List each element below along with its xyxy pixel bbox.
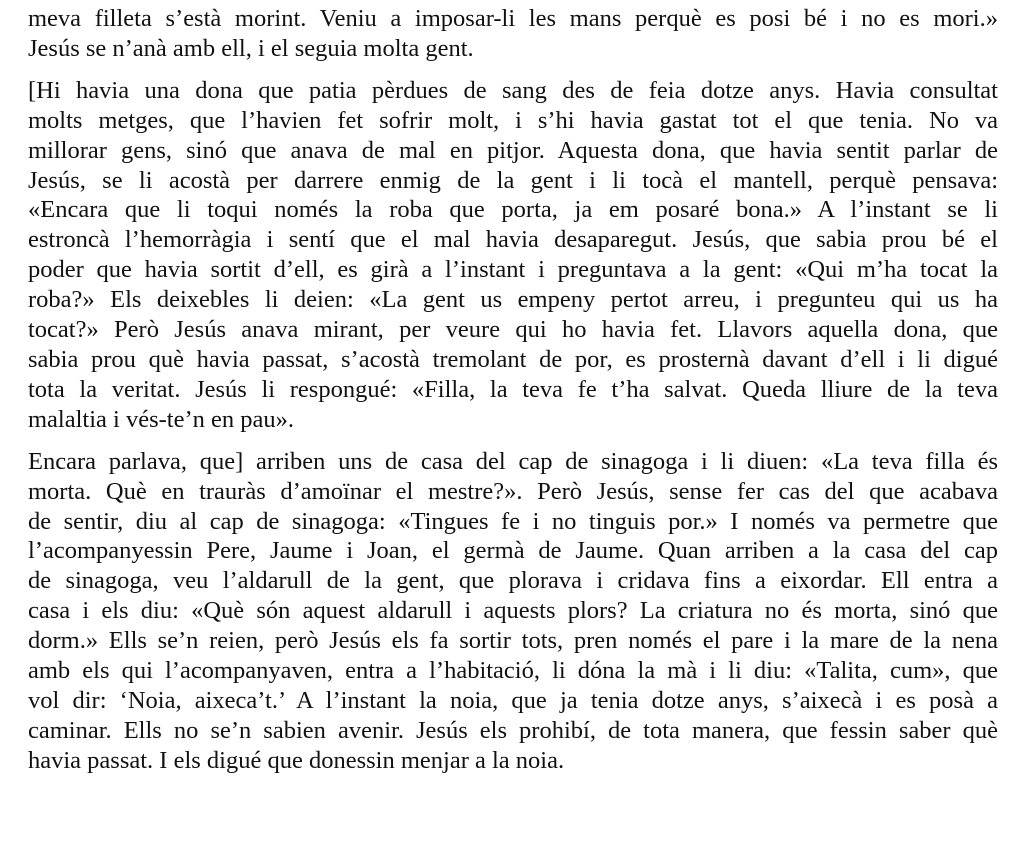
- text-line: casa i els diu: «Què són aquest aldarull i aquests plors? La criatura no és morta, sinó que: [28, 597, 998, 625]
- text-line: roba?» Els deixebles li deien: «La gent us empeny pertot arreu, i pregunteu qui us ha: [28, 286, 998, 314]
- text-line: sabia prou què havia passat, s’acostà tremolant de por, es prosternà davant d’ell i li digué: [28, 345, 998, 373]
- text-line: morta. Què en trauràs d’amoïnar el mestre?». Però Jesús, sense fer cas del que acabava: [28, 477, 998, 505]
- paragraph-1: [28, 4, 998, 64]
- text-line: havia passat. I els digué que donessin menjar a la noia.: [28, 746, 565, 774]
- text-line: millorar gens, sinó que anava de mal en pitjor. Aquesta dona, que havia sentit parlar de: [28, 136, 998, 164]
- text-line: l’acompanyessin Pere, Jaume i Joan, el germà de Jaume. Quan arriben a la casa del cap: [28, 537, 998, 565]
- text-line: estroncà l’hemorràgia i sentí que el mal havia desaparegut. Jesús, que sabia prou bé el: [28, 226, 998, 254]
- text-line: tota la veritat. Jesús li respongué: «Filla, la teva fe t’ha salvat. Queda lliure de la teva: [28, 375, 998, 403]
- text-line: malaltia i vés-te’n en pau».: [28, 405, 294, 433]
- text-line: Encara parlava, que] arriben uns de casa del cap de sinagoga i li diuen: «La teva filla és: [28, 447, 998, 475]
- text-line: poder que havia sortit d’ell, es girà a l’instant i preguntava a la gent: «Qui m’ha tocat la: [28, 256, 998, 284]
- text-line: meva filleta s’està morint. Veniu a imposar-li les mans perquè es posi bé i no es mori.»: [28, 5, 998, 32]
- text-line: tocat?» Però Jesús anava mirant, per veure qui ho havia fet. Llavors aquella dona, que: [28, 316, 998, 344]
- text-line: caminar. Ells no se’n sabien avenir. Jesús els prohibí, de tota manera, que fessin saber què: [28, 716, 998, 744]
- text-line: Jesús se n’anà amb ell, i el seguia molta gent.: [28, 34, 474, 62]
- text-line: de sentir, diu al cap de sinagoga: «Tingues fe i no tinguis por.» I només va permetre que: [28, 507, 998, 535]
- text-line: «Encara que li toqui només la roba que porta, ja em posaré bona.» A l’instant se li: [28, 196, 998, 224]
- text-line: Jesús, se li acostà per darrere enmig de la gent i li tocà el mantell, perquè pensava:: [28, 166, 998, 194]
- text-line: vol dir: ‘Noia, aixeca’t.’ A l’instant la noia, que ja tenia dotze anys, s’aixecà i es posà a: [28, 686, 998, 714]
- text-line: [Hi havia una dona que patia pèrdues de sang des de feia dotze anys. Havia consultat: [28, 76, 998, 104]
- text-line: de sinagoga, veu l’aldarull de la gent, que plorava i cridava fins a eixordar. Ell entra a: [28, 567, 998, 595]
- paragraph-3: [28, 447, 998, 776]
- text-line: amb els qui l’acompanyaven, entra a l’habitació, li dóna la mà i li diu: «Talita, cum», que: [28, 657, 998, 685]
- text-line: dorm.» Ells se’n reien, però Jesús els fa sortir tots, pren només el pare i la mare de la nena: [28, 627, 998, 655]
- text-line: molts metges, que l’havien fet sofrir molt, i s’hi havia gastat tot el que tenia. No va: [28, 106, 998, 134]
- paragraph-2: [28, 76, 998, 435]
